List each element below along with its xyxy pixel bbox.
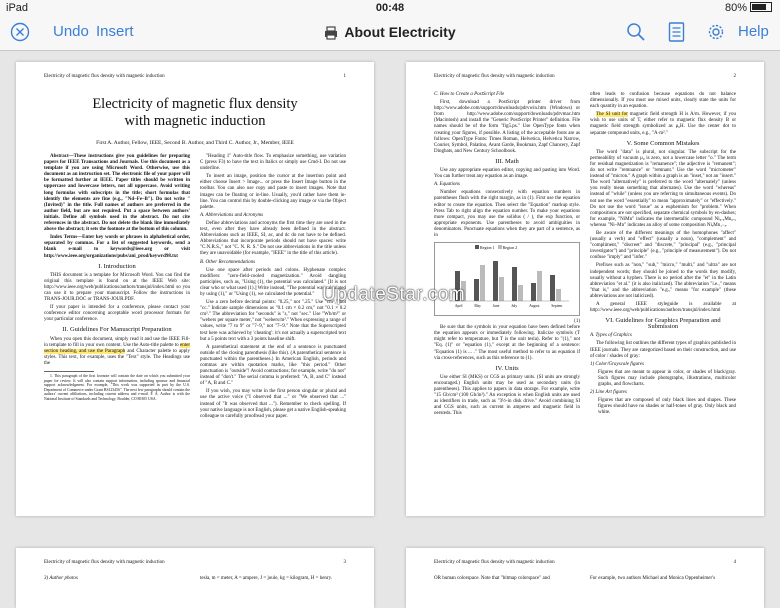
highlighted-text: The SI unit for [596,112,628,118]
subsection-heading: B. Other Recommendations [200,259,256,265]
chart-bar [531,283,536,301]
paper-title: Electricity of magnetic flux density with magnetic induction [92,96,298,129]
paragraph: To insert an image, position the cursor at the insertion point and either choose Insert > Image... or press the Insert Image button in the toolbar. You can also use copy and paste to insert images. Note that images can be floating or in-line. Usually, you'd rather have them in-line. You can control this by double-clicking any image or via the Object palette. [200,174,346,210]
search-icon[interactable] [626,22,646,46]
chart-x-label: July [511,304,518,309]
equation-number: (1) [574,319,580,325]
paragraph: Use one space after periods and colons. Hyphenate complex modifiers: "zero-field-cooled magnetization." Avoid dangling participles, such as, "Using (1), the potential was calculated." [It is not clear who or what used (1).] Write instead, "The potential was calculated by using (1)," or "Using (1), we calculated the potential." [200,267,346,297]
printer-icon [324,24,344,40]
highlighted-text: enter section heading, and use the Paragraph [44,342,190,354]
chart-bar [480,265,485,301]
paragraph: The following list outlines the different types of graphics published in IEEE journals. They are categorized based on their construction, and use of color / shades of gray: [590,341,736,359]
chart-legend: Region 1 Region 2 [475,245,517,251]
page2-right-column [590,92,736,419]
battery-percent: 80% [724,2,747,14]
chart-plot [449,251,575,307]
subsection-heading: A. Abbreviations and Acronyms [200,212,264,218]
subsection-heading: A. Types of Graphics [590,333,632,339]
subsection-heading: 2) Line Art figures [590,390,627,396]
paragraph: often leads to confusion because equations do not balance dimensionally. If you must use mixed units, clearly state the units for each quantity in an equation. [590,92,736,110]
page1-left-column [44,154,190,404]
section-heading: VI. Guidelines for Graphics Preparation and Submission [605,317,721,331]
page-header: Electricity of magnetic flux density with magnetic induction 1 [44,74,346,79]
page2-left-column [434,92,580,419]
legend-swatch-2 [498,245,502,249]
paragraph: A parenthetical statement at the end of a sentence is punctuated outside of the closing parenthesis (like this). (A parenthetical sentence is punctuated within the parentheses.) In American English, periods and commas are within quotation marks, like "this period." Other punctuation is "outside"! Avoid contractions; for example, write "do not" instead of "don't." The serial comma is preferred: "A, B, and C" instead of "A, B and C." [200,344,346,387]
paragraph: A general IEEE styleguide is available at http://www.ieee.org/web/publications/authors/transjnl/index.html [590,302,736,314]
page-header: Electricity of magnetic flux density with magnetic induction 3 [44,560,346,565]
help-button[interactable]: Help [738,23,769,40]
paragraph: THIS document is a template for Microsoft Word. You can find the original this template is found on at the IEEE Web site: http://www.ieee.org/web/publications/authors/transjnl/index.html so you can use it to prepare your manuscript. Follow the instructions in TRANS-JOUR.DOC or TRANS-JOUR.PDF. [44,272,190,303]
chart-x-label: May [474,304,481,309]
insert-button[interactable]: Insert [96,23,134,40]
page-number: 2 [733,74,736,79]
chart-bar [537,271,542,301]
page-number: 1 [343,74,346,79]
page-number: 3 [343,560,346,565]
watermark-text: UpdateStar.com [322,284,466,305]
battery-icon [750,2,772,12]
chart-bar [512,267,517,301]
paragraph: Use any appropriate equation editor, copying and pasting into Word. You can further treat any equation as an image. [434,168,580,180]
paragraph: Prefixes such as "non," "sub," "micro," "multi," and "ultra" are not independent words; they should be joined to the words they modify, usually without a hyphen. There is no period after the "et" in the Latin abbreviation "et al." (it is also italicized). The abbreviation "i.e.," means "that is," and the abbreviation "e.g.," means "for example" (these abbreviations are not italicized). [590,263,736,299]
section-heading: III. Math [495,157,519,165]
page-header: Electricity of magnetic flux density with magnetic induction 4 [434,560,736,565]
chart-x-label: Septem. [551,304,563,309]
paragraph: If your paper is intended for a conference, please contact your conference editor concerning acceptable word processor formats for your particular conference. [44,305,190,323]
section-heading: IV. Units [495,364,519,372]
paragraph: When you open this document, simply read it and use the IEEE Fill-in template to fill in your own content. Use the Auto-title palette to enter section heading, and use the Paragraph and Character palette to apply styles. This text, for example, uses the "Text" style. The Headings use the [44,336,190,366]
chart-bar [556,289,561,301]
paragraph: Number equations consecutively with equation numbers in parentheses flush with the right margin, as in (1). First use the equation editor to create the equation. Then select the "Equation" markup style. Press Tab to right align the equation number. To make your equations more compact, you may use the solidus ( / ), the exp function, or appropriate exponents. Use parentheses to avoid ambiguities in denominators. Punctuate equations when they are part of a sentence, as in [434,190,580,238]
paragraph: Figures that are composed of only black lines and shapes. These figures should have no shades or half-tones of gray. Only black and white. [598,398,736,416]
document-page-3[interactable] [16,548,374,608]
paragraph: First, download a PostScript printer driver from http://www.adobe.com/support/downloads/pdrvwin.htm (Windows) or from http://www.adobe.com/support/downloads/pdrvmac.htm (Macintosh) and install the "Generic PostScript Printer" definition. File names should be of the form "fig5.ps." Use OpenType fonts when creating your figures, if possible. A listing of the acceptable fonts are as follows: OpenType Fonts: Times Roman, Helvetica, Helvetica Narrow, Courier, Symbol, Palatino, Avant Garde, Bookman, Zapf Chancery, Zapf Dingbats, and New Century Schoolbook. [434,100,580,154]
chart-x-label: June [492,304,500,309]
document-title-text: About Electricity [344,24,456,40]
footnote: 1. This paragraph of the first footnote will contain the date on which you submitted your paper for review. It will also contain support information, including sponsor and financial support acknowledgment. For example, "This work was supported in part by the U.S. Department of Commerce under Grant BS123456". The next few paragraphs should contain the authors' current affiliations, including current address and e-mail. F. A. Author is with the National Institute of Standards and Technology, Boulder, CO 80305 USA. [44,374,190,401]
paragraph: The SI unit for magnetic field strength H is A/m. However, if you wish to use units of T, either refer to magnetic flux density B or magnetic field strength symbolized as μ₀H. Use the center dot to separate compound units, e.g., "A·m²." [590,112,737,136]
subsection-heading: 1) Color/Grayscale figures [590,361,644,367]
section-heading: V. Some Common Mistakes [626,139,700,147]
chart-x-label: April [454,304,463,309]
paragraph: Be sure that the symbols in your equation have been defined before the equation appears or immediately following. Italicize symbols (T might refer to temperature, but T is the unit tesla). Refer to "(1)," not "Eq. (1)" or "equation (1)," except at the beginning of a sentence: "Equation (1) is ... ." The most useful method to refer to an equation if via cross-references, such as this reference to (1). [434,325,580,361]
chart-bar [493,261,498,301]
index-terms: Index Terms—Enter key words or phrases in alphabetical order, separated by commas. For a list of suggested keywords, send a blank e-mail to keywords@ieee.org or visit http://www.ieee.org/organizations/pubs/ani_prod/keywrd98.txt [44,235,190,259]
section-heading: I. Introduction [98,262,136,270]
gear-icon[interactable] [706,22,726,46]
battery-indicator [725,2,772,14]
document-page-4[interactable] [406,548,764,608]
section-heading: II. Guidelines For Manuscript Preparation [62,326,172,334]
chart-x-labels [449,303,569,309]
document-title[interactable] [0,24,780,40]
page3-text: 3) Author photos [44,576,78,581]
page-header: Electricity of magnetic flux density with magnetic induction 2 [434,74,736,79]
paragraph: Use either SI (MKS) or CGS as primary units. (SI units are strongly encouraged.) English units may be used as secondary units (in parentheses). This applies to papers in data storage. For example, write "15 Gb/cm² (100 Gb/in²)." An exception is when English units are used as identifiers in trade, such as "3½-in disk drive." Avoid combining SI and CGS units, such as current in amperes and magnetic field in oersteds. This [434,374,580,417]
chart-bar [518,285,523,301]
document-page-1[interactable] [16,62,374,516]
page4-text: For example, two authors Michael and Monica Oppenheimer's [590,576,716,581]
chart-bar [550,275,555,301]
page-number: 4 [733,560,736,565]
paragraph: Figures that are meant to appear in color, or shades of black/gray. Such figures may include photographs, illustrations, multicolor graphs, and flowcharts. [598,369,736,388]
paragraph: The word "data" is plural, not singular. The subscript for the permeability of vacuum μ₀ is zero, not a lowercase letter "o." The term for residual magnetization is "remanence"; the adjective is "remanent"; do not write "remnance" or "remnant." Use the word "micrometer" instead of "micron." A graph within a graph is an "inset," not an "insert." The word "alternatively" is preferred to the word "alternately" (unless you really mean something that alternates). Use the word "whereas" instead of "while" (unless you are referring to simultaneous events). Do not use the word "essentially" to mean "approximately" or "effectively." Do not use the word "issue" as a euphemism for "problem." When compositions are not specified, separate chemical symbols by en-dashes; for example, "NiMn" indicates the intermetallic compound Ni₀.₅Mn₀.₅ whereas "Ni–Mn" indicates an alloy of some composition NiₓMn₁₋ₓ. [590,149,736,228]
paragraph: "Heading 1" Auto-title flow. To emphasize something, use variation C (press F3) to have the text in Italics or simply use Cmd-I. Do not use underline. [200,154,346,172]
clock: 00:48 [375,2,405,14]
paragraph: Use a zero before decimal points: "0.25," not ".25." Use "cm³," not "cc." Indicate sample dimensions as "0.1 cm × 0.2 cm," not "0.1 × 0.2 cm²." The abbreviation for "seconds" is "s," not "sec." Use "Wb/m²" or "webers per square meter," not "webers/m²." When expressing a range of values, write "7 to 9" or "7–9," not "7~9." Note that the Superscripted text here was achieved by 'cheating': it's not actually a superscripted text but a 5 points text with a 3 points baseline shift. [200,300,346,342]
chart-bar [499,277,504,301]
subsection-heading: C. How to Create a PostScript File [434,92,505,97]
toolbar [0,16,780,51]
subsection-heading: A. Equations [434,182,460,188]
legend-swatch-1 [475,245,479,249]
chart-x-label: August [529,304,540,309]
status-bar [0,0,780,16]
device-label: iPad [6,2,29,14]
paragraph: Define abbreviations and acronyms the first time they are used in the text, even after they have already been defined in the abstract. Abbreviations such as IEEE, SI, ac, and dc do not have to be defined. Abbreviations that incorporate periods should not have spaces: write "C.N.R.S.," not "C. N. R. S." Do not use abbreviations in the title unless they are unavoidable (for example, "IEEE" in the title of this article). [200,220,346,257]
document-outline-icon[interactable] [668,22,686,46]
chart-bar [474,279,479,301]
paragraph: Be aware of the different meanings of the homophones "affect" (usually a verb) and "effect" (usually a noun), "complement" and "compliment," "discreet" and "discrete," "principal" (e.g., "principal investigator") and "principle" (e.g., "principle of measurement"). Do not confuse "imply" and "infer." [590,230,736,261]
paragraph: If you wish, you may write in the first person singular or plural and use the active voice ("I observed that ..." or "We observed that ..." instead of "It was observed that ..."). Remember to check spelling. If your native language is not English, please get a native English-speaking colleague to carefully proofread your paper. [200,389,346,419]
abstract: Abstract—These instructions give you guidelines for preparing papers for IEEE Transactions and Journals. Use this document as a template if you are using Microsoft Word. Otherwise, use this document as an instruction set. The electronic file of your paper will be formatted further at IEEE. Paper titles should be written in uppercase and lowercase letters, not all uppercase. Avoid writing long formulas with subscripts in the title; short formulas that identify the elements are fine (e.g., "Nd–Fe–B"). Do not write "(Invited)" in the title. Full names of authors are preferred in the author field, but are not required. Put a space between authors' initials. Define all symbols used in the abstract. Do not cite references in the abstract. Do not delete the blank line immediately above the abstract; it sets the footnote at the bottom of this column. [44,154,190,233]
page3-text: tesla, m = meter, A = ampere, J = joule, kg = kilogram, H = henry. [200,576,333,581]
undo-button[interactable]: Undo [53,23,89,40]
paper-authors: First A. Author, Fellow, IEEE, Second B. Author, and Third C. Author, Jr., Member, IEEE [96,140,294,146]
page4-text: OR human colorspace. Note that "bitmap colorspace" and [434,576,550,581]
